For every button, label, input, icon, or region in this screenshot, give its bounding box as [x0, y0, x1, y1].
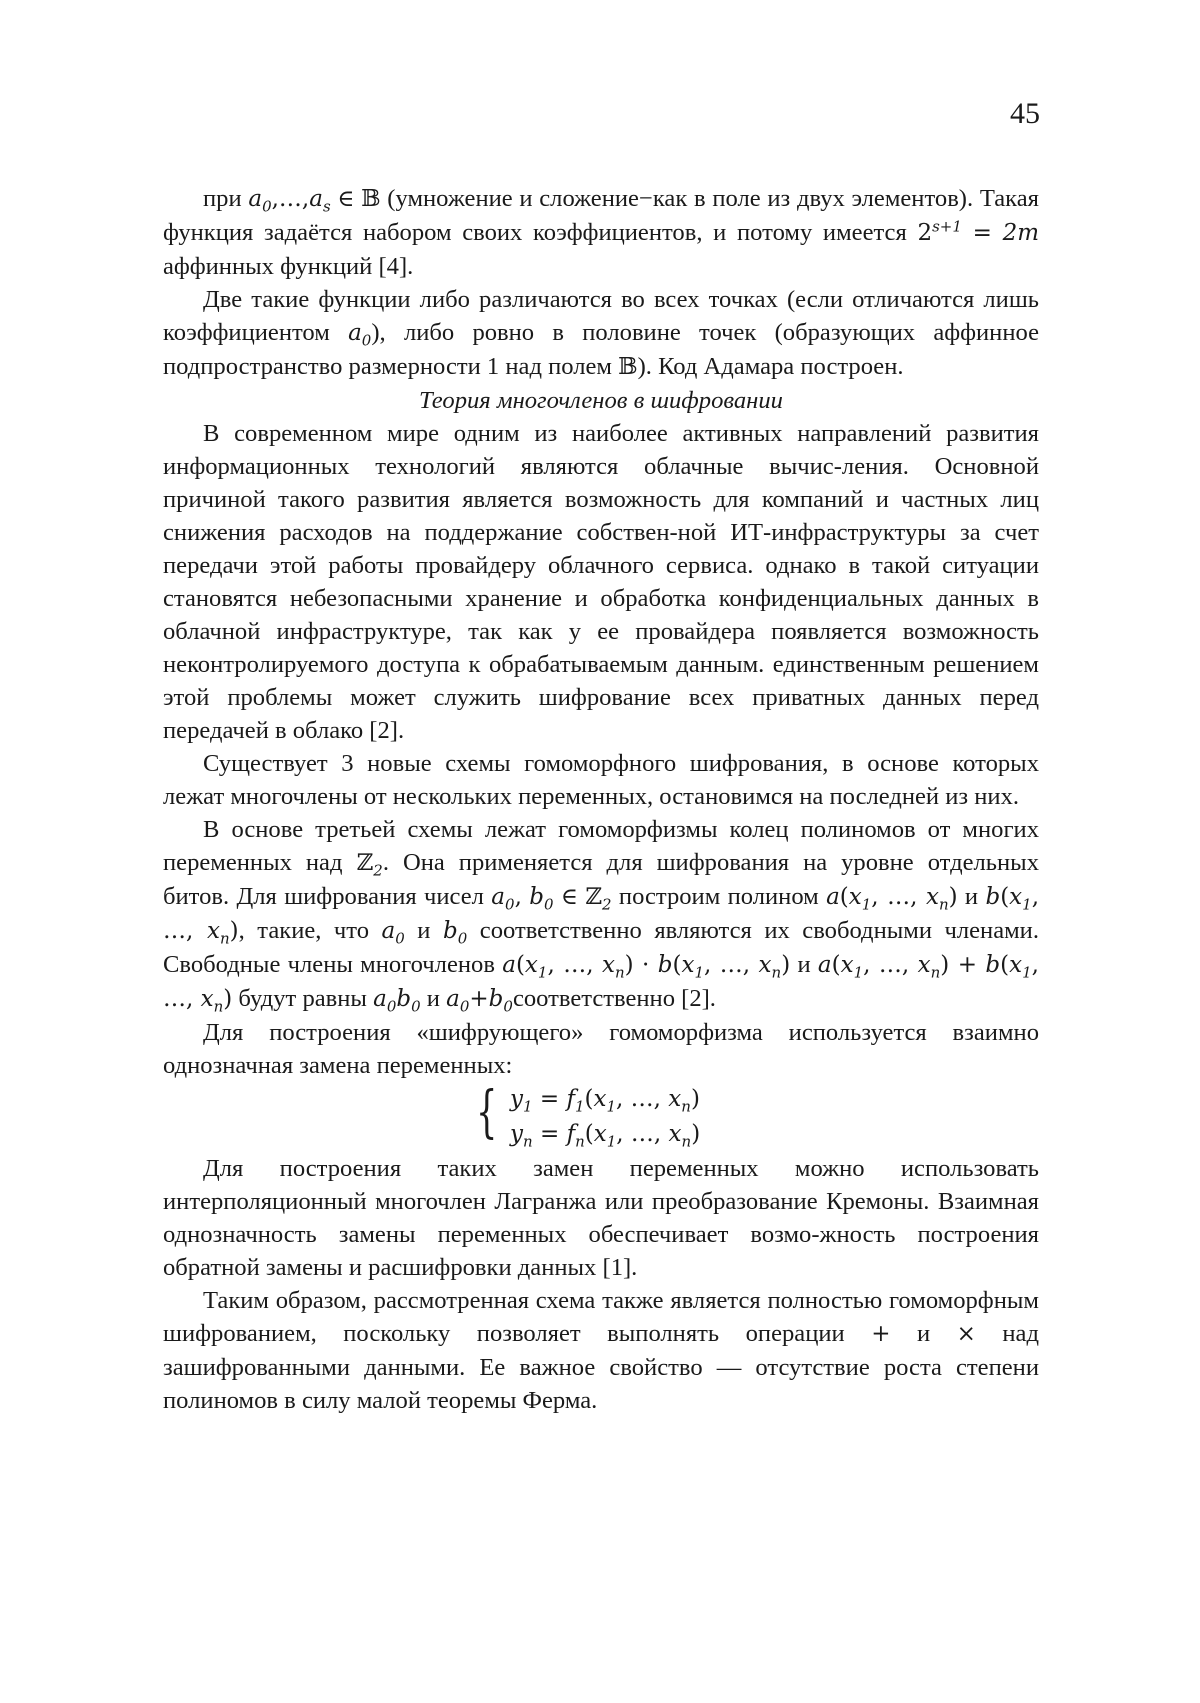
text-run: будут равны [232, 985, 374, 1012]
text-run: ), либо ровно в половине точек (образующих аффинное подпространство размерности 1 над полем [163, 319, 1039, 380]
math-product: $a(x_1$, …, $x_n) \cdot b(x_1$, …, $x_n$) [502, 952, 791, 982]
math-a0: $a_0$ [248, 186, 272, 216]
equation-y1: $y_1 = f_1(x_1$, …, $x_n$) [510, 1086, 700, 1116]
section-title: Теория многочленов в шифровании [419, 387, 783, 414]
math-poly-b: $b(x_1$, …, $x_n$) [163, 884, 1040, 948]
math-z2: ℤ$_2$ [585, 884, 612, 914]
math-z2: ℤ$_2$ [356, 850, 383, 880]
math-a0-plus-b0: $a_0+b_0$ [446, 986, 513, 1016]
math-field-b: 𝔹 [618, 354, 638, 380]
math-a0: $a_0$ [348, 320, 372, 350]
text-run: соответственно являются их свободными членами. Свободные члены многочленов [163, 917, 1039, 978]
math-a0: $a_0$ [381, 918, 405, 948]
text-run: и [890, 1320, 957, 1347]
text-run: построим полином [611, 883, 827, 910]
math-as: $a_s$ [309, 186, 331, 216]
math-ellipsis: … [278, 186, 302, 212]
math-times: × [956, 1321, 976, 1347]
paragraph-third-scheme [163, 813, 1039, 1016]
paragraph-encrypting-homomorphism: Для построения «шифрующего» гомоморфизма используется взаимно однозначная замена переменных: [163, 1019, 1039, 1079]
text-run: и [420, 985, 447, 1012]
math-sum: $a(x_1$, …, $x_n) + b(x_1$, …, $x_n$) [163, 952, 1039, 1016]
text-run: при [203, 185, 249, 212]
paragraph-three-schemes: Существует 3 новые схемы гомоморфного шифрования, в основе которых лежат многочлены от нескольких переменных, остановимся на последней из них. [163, 750, 1039, 810]
math-plus: + [871, 1321, 891, 1347]
paragraph-conclusion [163, 1284, 1039, 1417]
math-element-of: ∈ [337, 186, 355, 212]
brace-symbol: { [476, 1080, 498, 1145]
math-comma: , [514, 884, 522, 910]
paragraph-affine-functions [163, 182, 1039, 283]
math-equals: = [972, 220, 992, 246]
text-run: . Она применяется для шифрования на уровне отдельных битов. Для шифрования чисел [163, 849, 1039, 910]
equation-yn: $y_n = f_n(x_1$, …, $x_n$) [510, 1121, 701, 1151]
paragraph-two-functions [163, 283, 1039, 384]
text-run: над зашифрованными данными. Ее важное свойство — отсутствие роста степени полиномов в силу малой теоремы Ферма. [163, 1320, 1039, 1414]
body-text [163, 182, 1039, 1417]
math-a0: $a_0$ [491, 884, 515, 914]
text-run: и [957, 883, 986, 910]
paragraph-substitutions: Для построения таких замен переменных можно использовать интерполяционный многочлен Лагранжа или преобразование Кремоны. Взаимная однозначность замены переменных обеспечивает возмо-жность построения обратной замены и расшифровки данных [1]. [163, 1155, 1039, 1281]
paragraph-cloud-computing: В современном мире одним из наиболее активных направлений развития информационных технологий являются облачные вычис-ления. Основной причиной такого развития является возможность для компаний и частных лиц снижения расходов на поддержание собствен-ной ИТ-инфраструктуры за счет передачи этой работы провайдеру облачного сервиса. однако в такой ситуации становятся небезопасными хранение и обработка конфиденциальных данных в облачной инфраструктуре, так как у ее провайдера появляется возможность неконтролируемого доступа к обрабатываемым данным. единственным решением этой проблемы может служить шифрование всех приватных данных перед передачей в облако [2]. [163, 420, 1039, 744]
math-field-b: 𝔹 [361, 186, 381, 212]
text-run: В основе третьей схемы лежат гомоморфизмы колец полиномов от многих переменных над [163, 816, 1039, 876]
math-poly-a: $a(x_1$, …, $x_n$) [826, 884, 958, 914]
math-a0b0: $a_0b_0$ [373, 986, 421, 1016]
text-run: и [404, 917, 443, 944]
math-b0: $b_0$ [529, 884, 554, 914]
page-number: 45 [1010, 97, 1040, 130]
text-run: Две такие функции либо различаются во всех точках (если отличаются лишь коэффициентом [163, 286, 1039, 346]
math-2m: 2m [1002, 220, 1040, 246]
text-run: ). Код Адамара построен. [637, 353, 904, 380]
math-element-of: ∈ [560, 884, 578, 910]
math-comma: , [271, 186, 279, 212]
math-comma: , [301, 186, 310, 212]
math-power: $2^{s+1}$ [917, 217, 962, 246]
text-run: (умножение и сложение−как в поле из двух элементов). Такая функция задаётся набором своих коэффициентов, и потому имеется [163, 185, 1039, 246]
equation-system [476, 1082, 726, 1152]
math-b0: $b_0$ [442, 918, 468, 948]
text-run: и [790, 951, 818, 978]
text-run: соответственно [2]. [512, 985, 716, 1012]
text-run: аффинных функций [4]. [163, 253, 414, 280]
text-run: Таким образом, рассмотренная схема также является полностью гомоморфным шифрованием, поскольку позволяет выполнять операции [163, 1287, 1039, 1347]
text-run: , такие, что [238, 917, 382, 944]
